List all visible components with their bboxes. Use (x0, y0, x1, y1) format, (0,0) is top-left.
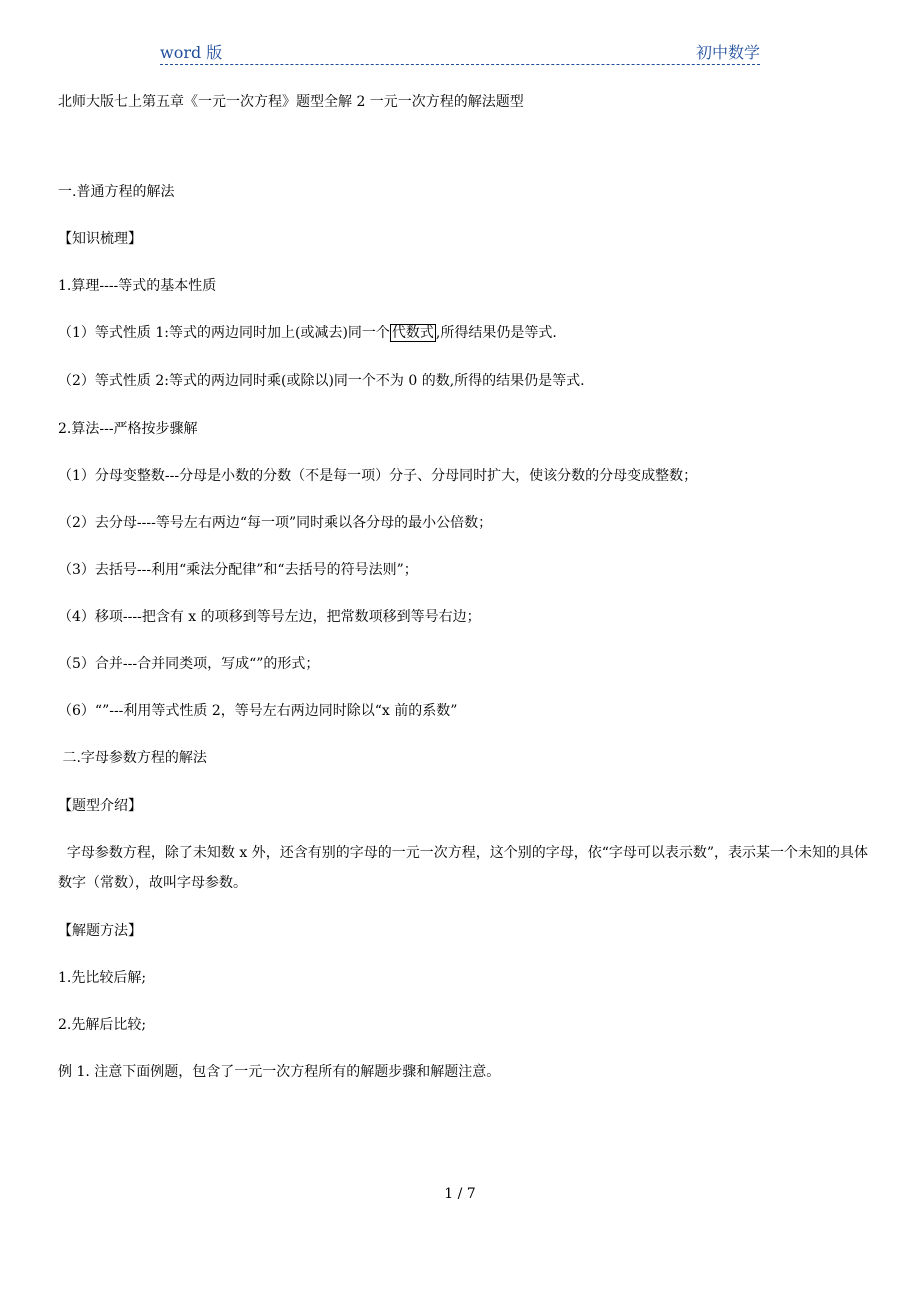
step-4: （4）移项----把含有 x 的项移到等号左边，把常数项移到等号右边； (58, 609, 481, 625)
method-tag: 【解题方法】 (58, 923, 142, 939)
intro-paragraph: 字母参数方程，除了未知数 x 外，还含有别的字母的一元一次方程，这个别的字母，依“字母可以表示数”，表示某一个未知的具体数字（常数），故叫字母参数。 (58, 845, 869, 891)
step-3: （3）去括号---利用“乘法分配律”和“去括号的符号法则”； (58, 562, 418, 578)
header-right-label: 初中数学 (695, 43, 760, 62)
property-1-boxed-term: 代数式 (391, 325, 434, 341)
method-1: 1.先比较后解; (58, 970, 147, 986)
section2-heading: 二.字母参数方程的解法 (58, 750, 207, 766)
step-2: （2）去分母----等号左右两边“每一项”同时乘以各分母的最小公倍数； (58, 515, 493, 531)
page-number: 1 / 7 (444, 1186, 476, 1202)
document-title: 北师大版七上第五章《一元一次方程》题型全解 2 一元一次方程的解法题型 (58, 94, 524, 110)
example-1: 例 1. 注意下面例题，包含了一元一次方程所有的解题步骤和解题注意。 (58, 1064, 501, 1080)
property-1 (58, 323, 557, 343)
method-2: 2.先解后比较; (58, 1017, 147, 1033)
item-2-heading: 2.算法---严格按步骤解 (58, 421, 198, 437)
property-2: （2）等式性质 2:等式的两边同时乘(或除以)同一个不为 0 的数,所得的结果仍是等式. (58, 373, 585, 389)
property-1-text-after: ,所得结果仍是等式. (435, 325, 557, 341)
knowledge-tag: 【知识梳理】 (58, 231, 142, 247)
step-5: （5）合并---合并同类项，写成“”的形式； (58, 656, 320, 672)
item-1-heading: 1.算理----等式的基本性质 (58, 278, 217, 294)
step-6: （6）“”---利用等式性质 2，等号左右两边同时除以“x 前的系数” (58, 703, 458, 719)
step-1: （1）分母变整数---分母是小数的分数（不是每一项）分子、分母同时扩大，使该分数的分母变成整数； (58, 468, 698, 484)
intro-tag: 【题型介绍】 (58, 798, 142, 814)
header-left-label: word 版 (160, 43, 223, 62)
page-header (160, 38, 760, 65)
property-1-text-before: （1）等式性质 1:等式的两边同时加上(或减去)同一个 (58, 325, 390, 341)
section1-heading: 一.普通方程的解法 (58, 184, 175, 200)
